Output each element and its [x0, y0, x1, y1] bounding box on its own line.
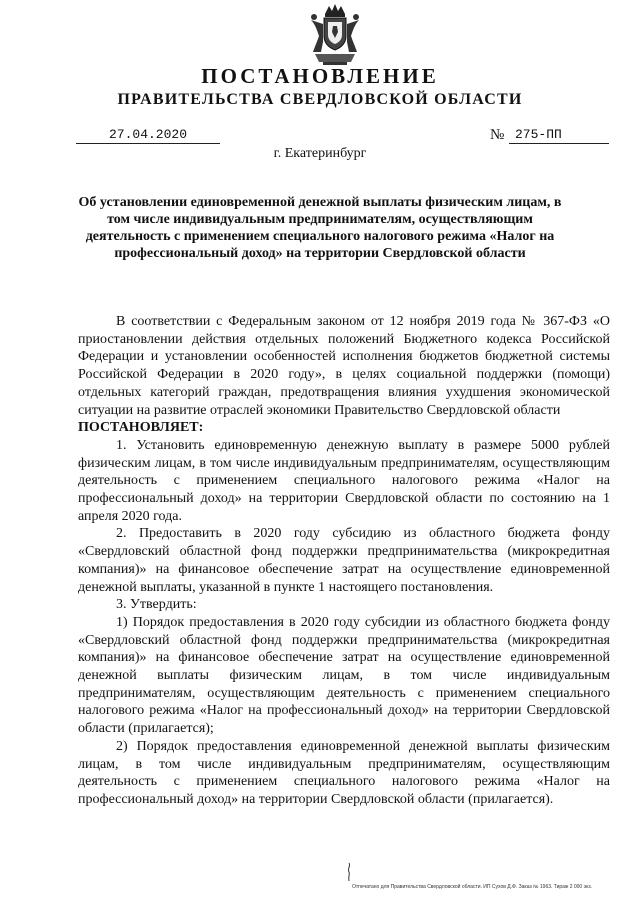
item-3-1: 1) Порядок предоставления в 2020 году субсидии из областного бюджета фонду «Свердловский областной фонд поддержки предпринимательства (микрокредитная компания)» на финансовое обеспечение затрат на осуществление единовременной денежной выплаты физическим лицам, в том числе индивидуальным предпринимателям, осуществляющим деятельность с применением специального налогового режима «Налог на профессиональный доход» на территории Свердловской области (прилагается); [78, 614, 610, 737]
document-subtitle: ПРАВИТЕЛЬСТВА СВЕРДЛОВСКОЙ ОБЛАСТИ [117, 91, 523, 108]
item-3-2: 2) Порядок предоставления единовременной денежной выплаты физическим лицам, в том числе индивидуальным предпринимателям, осуществляющим деятельность с применением специального налогового режима «Налог на профессиональный доход» на территории Свердловской области (прилагается). [78, 738, 610, 807]
item-1: 1. Установить единовременную денежную выплату в размере 5000 рублей физическим лицам, в том числе индивидуальным предпринимателям, осуществляющим деятельность с применением специального налогового режима «Налог на профессиональный доход» на территории Свердловской области по состоянию на 1 апреля 2020 года. [78, 437, 610, 524]
preamble: В соответствии с Федеральным законом от 12 ноября 2019 года № 367-ФЗ «О приостановлении действия отдельных положений Бюджетного кодекса Российской Федерации и установлении особенностей исполнения бюджетов бюджетной системы Российской Федерации в 2020 году», в целях социальной поддержки (помощи) отдельных категорий граждан, предотвращения влияния ухудшения экономической ситуации на развитие отраслей экономики Правительство Свердловской области [78, 314, 610, 418]
coat-of-arms-emblem [303, 2, 367, 68]
item-3: 3. Утвердить: [116, 597, 197, 613]
decree-body [78, 313, 610, 809]
city: г. Екатеринбург [273, 146, 367, 161]
document-title: ПОСТАНОВЛЕНИЕ [201, 64, 439, 88]
decree-heading: Об установлении единовременной денежной выплаты физическим лицам, в том числе индивидуальным предпринимателям, осуществляющим деятельность с применением специального налогового режима «Налог на профессиональный доход» на территории Свердловской области [78, 195, 562, 261]
number-label: № [490, 127, 505, 143]
print-imprint: Отпечатано для Правительства Свердловской области. ИП Сухов Д.Ф. Заказ № 1963. Тираж 2 000 экз. [352, 884, 593, 890]
decree-word: ПОСТАНОВЛЯЕТ: [78, 420, 204, 436]
document-date: 27.04.2020 [76, 127, 220, 144]
item-2: 2. Предоставить в 2020 году субсидию из областного бюджета фонду «Свердловский областной фонд поддержки предпринимательства (микрокредитная компания)» на финансовое обеспечение затрат на осуществление единовременной денежной выплаты, указанной в пункте 1 настоящего постановления. [78, 526, 610, 595]
handwritten-mark [344, 862, 354, 882]
document-number: 275-ПП [509, 127, 609, 144]
